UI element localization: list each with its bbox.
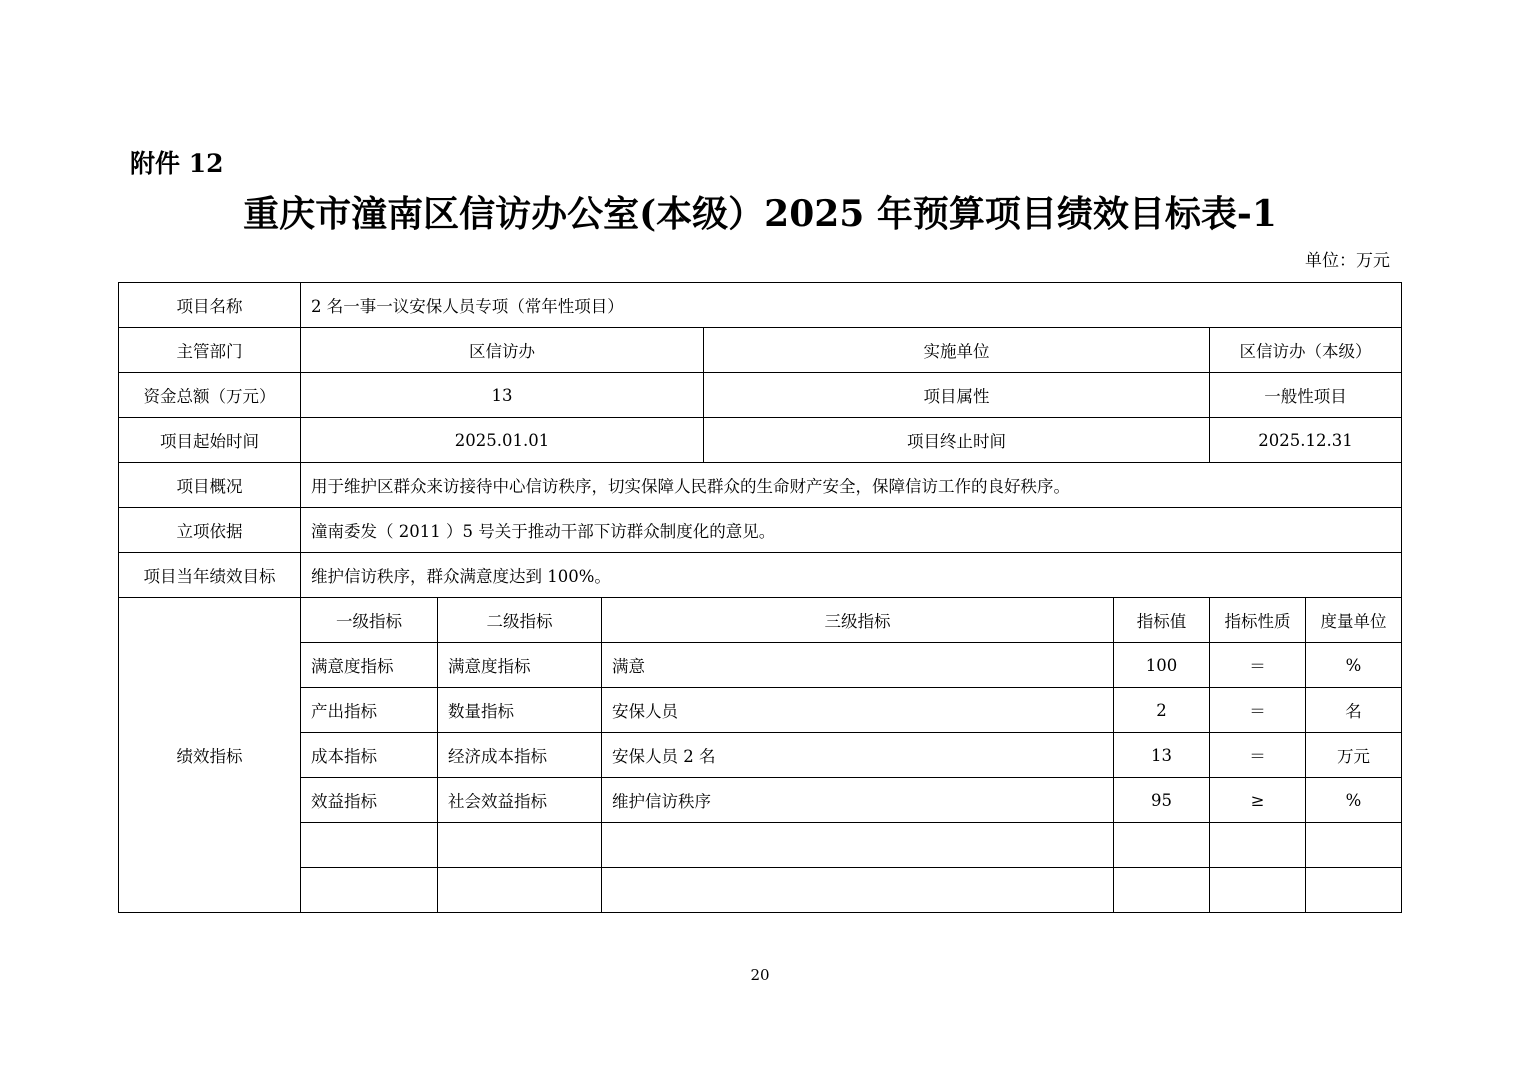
overview-value: 用于维护区群众来访接待中心信访秩序，切实保障人民群众的生命财产安全，保障信访工作的良好秩序。 xyxy=(301,463,1402,508)
empty-cell xyxy=(602,823,1114,868)
indicator-level1: 满意度指标 xyxy=(301,643,438,688)
indicators-section-label: 绩效指标 xyxy=(119,598,301,913)
dept-label: 主管部门 xyxy=(119,328,301,373)
row-fund xyxy=(119,373,1402,418)
fund-total-label: 资金总额（万元） xyxy=(119,373,301,418)
indicator-header-row xyxy=(119,598,1402,643)
indicator-level3: 维护信访秩序 xyxy=(602,778,1114,823)
empty-cell xyxy=(438,823,602,868)
empty-cell xyxy=(1306,868,1402,913)
indicator-level3: 满意 xyxy=(602,643,1114,688)
row-dept xyxy=(119,328,1402,373)
indicator-level2: 数量指标 xyxy=(438,688,602,733)
empty-cell xyxy=(301,868,438,913)
indicator-row-empty xyxy=(119,868,1402,913)
header-level2: 二级指标 xyxy=(438,598,602,643)
indicator-nature: ≥ xyxy=(1210,778,1306,823)
indicator-nature: ＝ xyxy=(1210,688,1306,733)
indicator-level1: 成本指标 xyxy=(301,733,438,778)
page-title: 重庆市潼南区信访办公室(本级）2025 年预算项目绩效目标表-1 xyxy=(243,193,1277,235)
indicator-row xyxy=(119,733,1402,778)
unit-label: 单位：万元 xyxy=(1305,251,1390,271)
indicator-unit: 名 xyxy=(1306,688,1402,733)
indicator-unit: % xyxy=(1306,778,1402,823)
empty-cell xyxy=(301,823,438,868)
page-number: 20 xyxy=(750,966,770,984)
attachment-label: 附件 12 xyxy=(130,149,224,178)
impl-unit-value: 区信访办（本级） xyxy=(1210,328,1402,373)
indicator-row-empty xyxy=(119,823,1402,868)
indicator-level3: 安保人员 xyxy=(602,688,1114,733)
project-name-label: 项目名称 xyxy=(119,283,301,328)
end-value: 2025.12.31 xyxy=(1210,418,1402,463)
indicator-level1: 产出指标 xyxy=(301,688,438,733)
indicator-level2: 经济成本指标 xyxy=(438,733,602,778)
indicator-level3: 安保人员 2 名 xyxy=(602,733,1114,778)
indicator-value: 100 xyxy=(1114,643,1210,688)
empty-cell xyxy=(1210,823,1306,868)
row-goal xyxy=(119,553,1402,598)
row-project-name xyxy=(119,283,1402,328)
project-name-value: 2 名一事一议安保人员专项（常年性项目） xyxy=(301,283,1402,328)
indicator-row xyxy=(119,778,1402,823)
attribute-value: 一般性项目 xyxy=(1210,373,1402,418)
empty-cell xyxy=(1114,868,1210,913)
empty-cell xyxy=(1306,823,1402,868)
indicator-level2: 满意度指标 xyxy=(438,643,602,688)
attribute-label: 项目属性 xyxy=(704,373,1210,418)
dept-value: 区信访办 xyxy=(301,328,704,373)
header-nature: 指标性质 xyxy=(1210,598,1306,643)
goal-value: 维护信访秩序，群众满意度达到 100%。 xyxy=(301,553,1402,598)
impl-unit-label: 实施单位 xyxy=(704,328,1210,373)
start-label: 项目起始时间 xyxy=(119,418,301,463)
end-label: 项目终止时间 xyxy=(704,418,1210,463)
basis-value: 潼南委发（ 2011 ）5 号关于推动干部下访群众制度化的意见。 xyxy=(301,508,1402,553)
header-value: 指标值 xyxy=(1114,598,1210,643)
indicator-value: 2 xyxy=(1114,688,1210,733)
indicator-value: 95 xyxy=(1114,778,1210,823)
row-overview xyxy=(119,463,1402,508)
indicator-level2: 社会效益指标 xyxy=(438,778,602,823)
indicator-row xyxy=(119,643,1402,688)
empty-cell xyxy=(1210,868,1306,913)
header-level3: 三级指标 xyxy=(602,598,1114,643)
indicator-nature: ＝ xyxy=(1210,643,1306,688)
performance-table xyxy=(118,282,1402,913)
indicator-unit: 万元 xyxy=(1306,733,1402,778)
indicator-value: 13 xyxy=(1114,733,1210,778)
header-unit: 度量单位 xyxy=(1306,598,1402,643)
indicator-unit: % xyxy=(1306,643,1402,688)
row-period xyxy=(119,418,1402,463)
start-value: 2025.01.01 xyxy=(301,418,704,463)
indicator-row xyxy=(119,688,1402,733)
empty-cell xyxy=(1114,823,1210,868)
fund-total-value: 13 xyxy=(301,373,704,418)
indicator-nature: ＝ xyxy=(1210,733,1306,778)
empty-cell xyxy=(602,868,1114,913)
indicator-level1: 效益指标 xyxy=(301,778,438,823)
header-level1: 一级指标 xyxy=(301,598,438,643)
overview-label: 项目概况 xyxy=(119,463,301,508)
empty-cell xyxy=(438,868,602,913)
basis-label: 立项依据 xyxy=(119,508,301,553)
goal-label: 项目当年绩效目标 xyxy=(119,553,301,598)
row-basis xyxy=(119,508,1402,553)
